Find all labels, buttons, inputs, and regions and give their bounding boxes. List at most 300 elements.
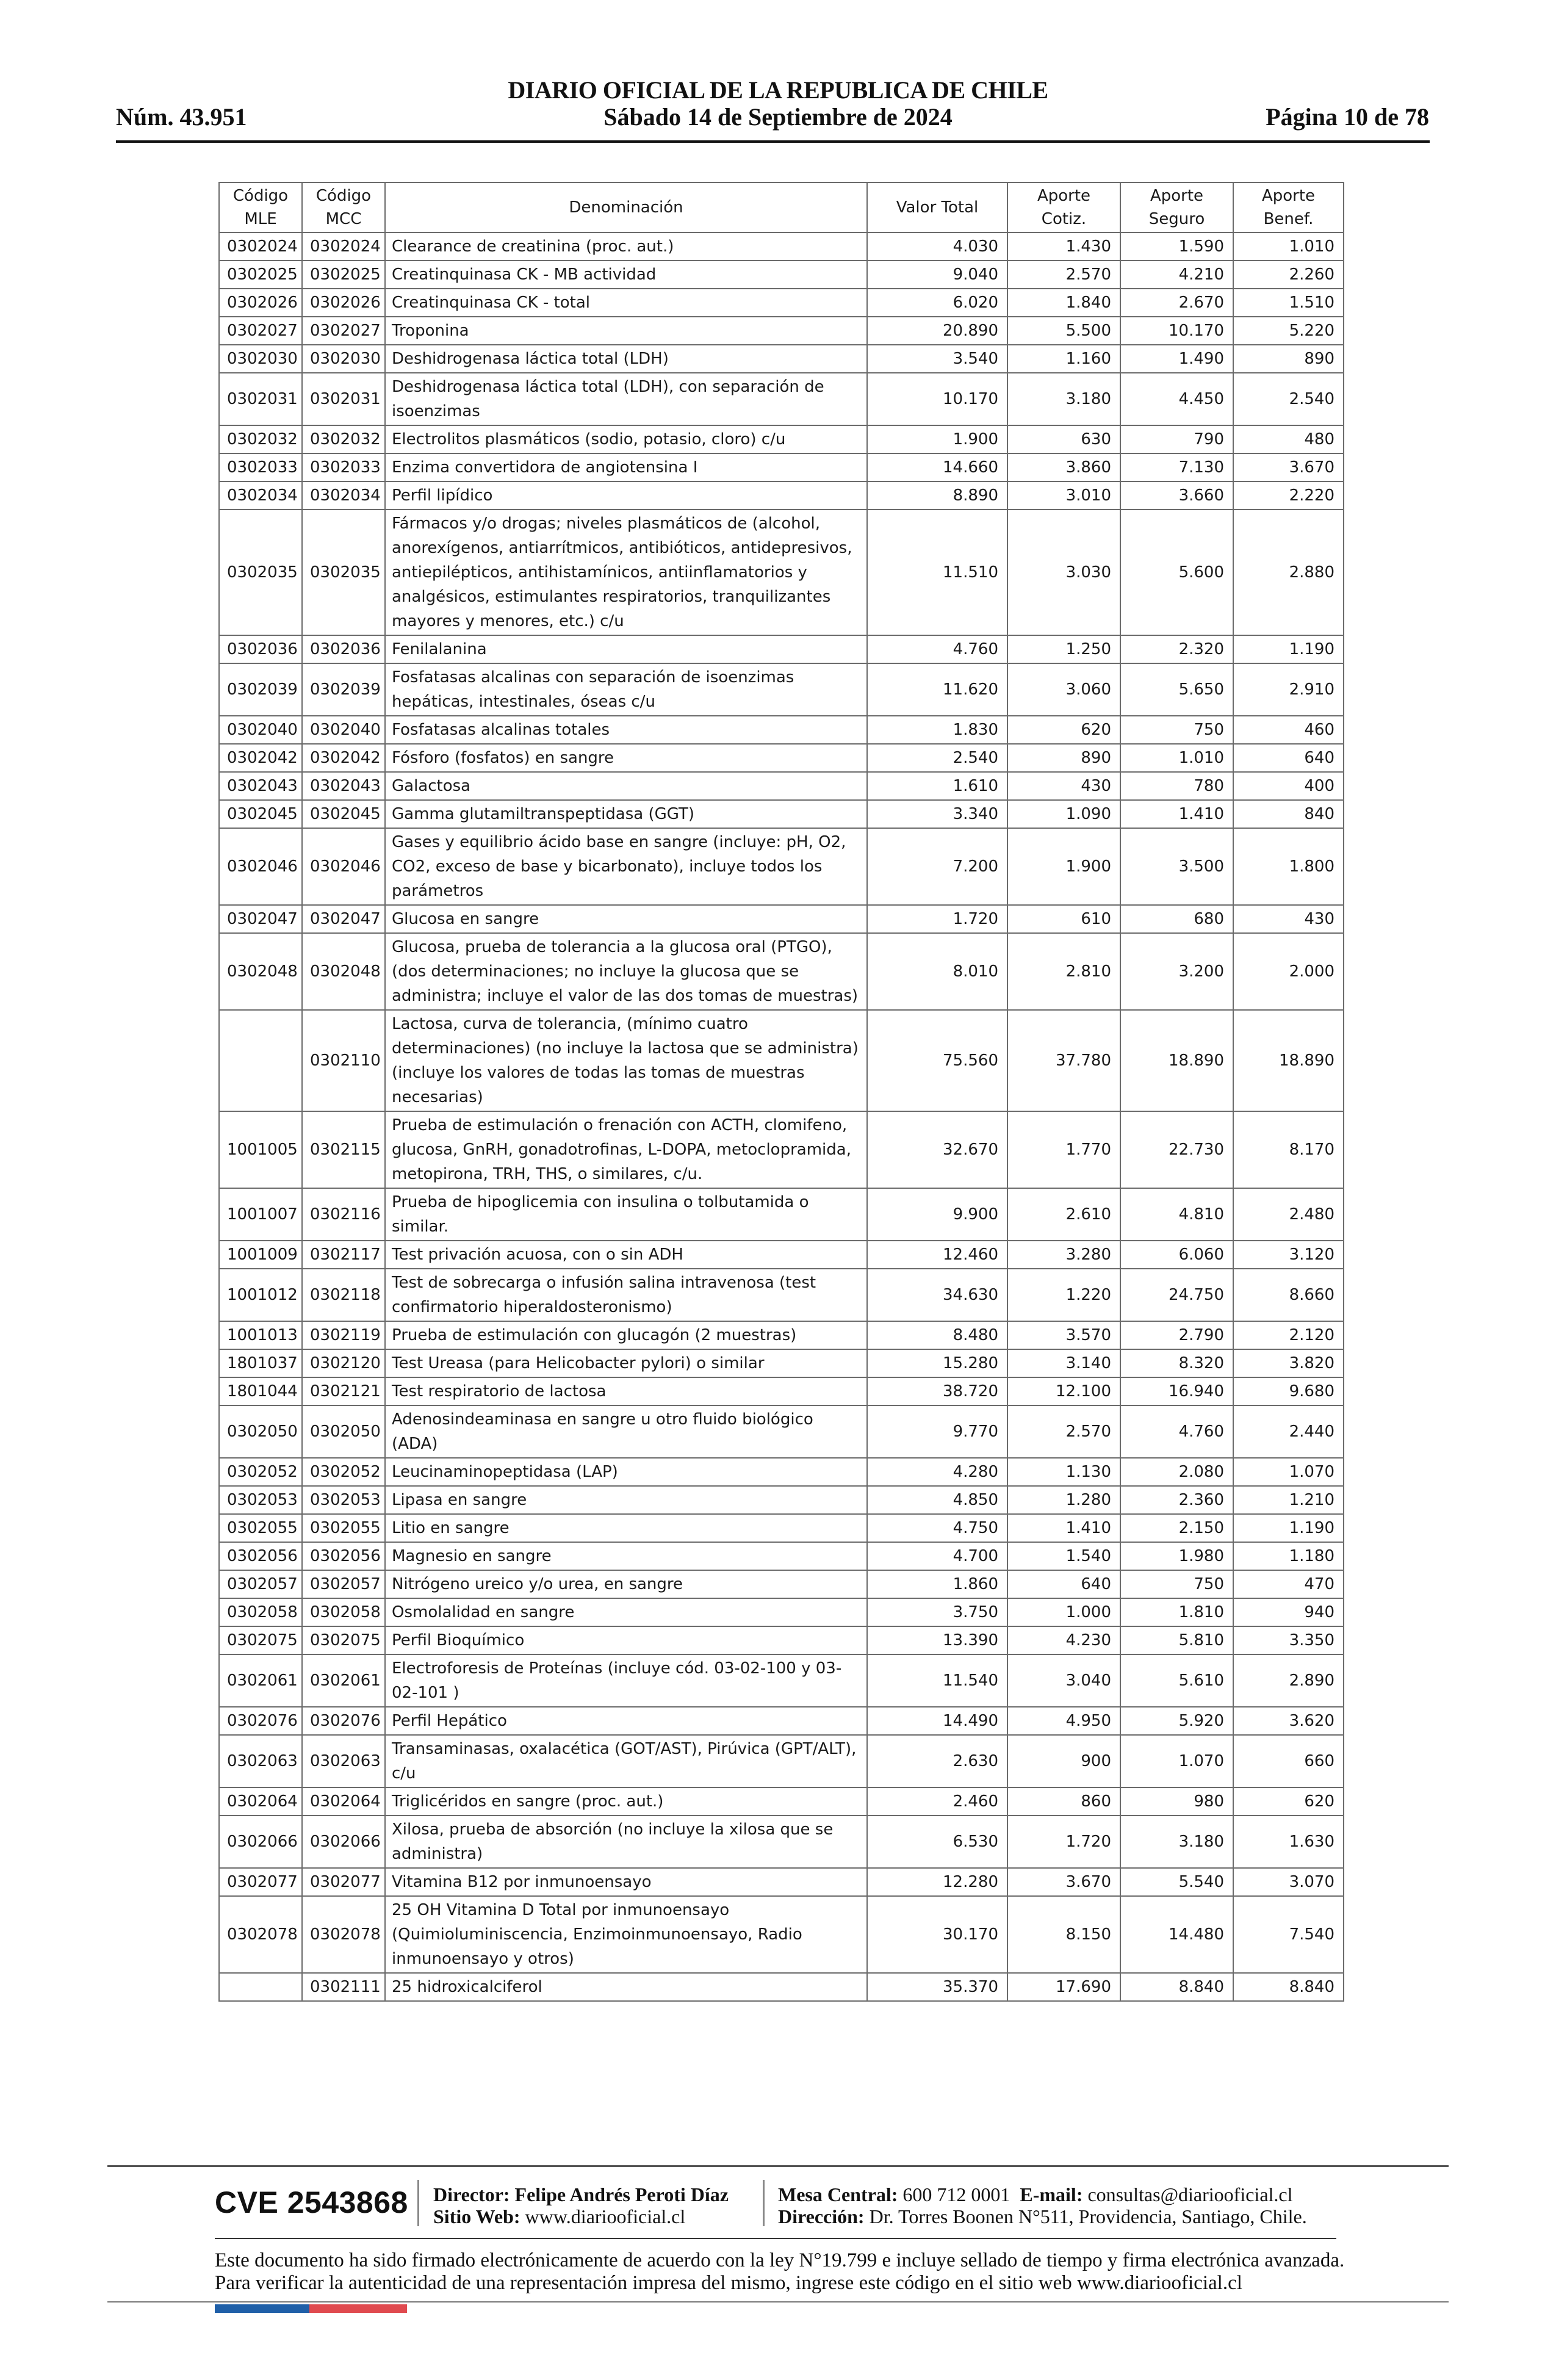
description-cell: Fármacos y/o drogas; niveles plasmáticos de (alcohol, anorexígenos, antiarrítmicos, antibióticos, antidepresivos, antiepilépticos, antihistamínicos, antiinflamatorios y analgésicos, estimulantes respiratorios, tranquilizantes mayores y menores, etc.) c/u	[385, 510, 867, 635]
code-mcc-cell: 0302027	[302, 317, 385, 345]
table-row	[219, 1241, 1344, 1269]
aporte-seguro-cell: 4.760	[1120, 1405, 1233, 1458]
table-row	[219, 1868, 1344, 1896]
aporte-seguro-cell: 750	[1120, 716, 1233, 744]
aporte-cotiz-cell: 1.430	[1007, 233, 1120, 261]
description-cell: Nitrógeno ureico y/o urea, en sangre	[385, 1570, 867, 1598]
aporte-benef-cell: 5.220	[1233, 317, 1344, 345]
aporte-seguro-cell: 5.610	[1120, 1654, 1233, 1707]
table-row	[219, 1377, 1344, 1405]
table-row	[219, 1707, 1344, 1735]
table-row	[219, 933, 1344, 1010]
code-mcc-cell: 0302120	[302, 1349, 385, 1377]
description-cell: Glucosa, prueba de tolerancia a la glucosa oral (PTGO), (dos determinaciones; no incluye la glucosa que se administra; incluye el valor de las dos tomas de muestras)	[385, 933, 867, 1010]
code-mcc-cell: 0302118	[302, 1269, 385, 1321]
code-mcc-cell: 0302115	[302, 1111, 385, 1188]
code-mle-cell: 0302032	[219, 425, 302, 453]
description-cell: Lipasa en sangre	[385, 1486, 867, 1514]
description-cell: Test de sobrecarga o infusión salina intravenosa (test confirmatorio hiperaldosteronismo)	[385, 1269, 867, 1321]
total-value-cell: 1.900	[867, 425, 1007, 453]
total-value-cell: 38.720	[867, 1377, 1007, 1405]
email-link[interactable]: consultas@diariooficial.cl	[1087, 2183, 1293, 2205]
code-mle-cell: 0302077	[219, 1868, 302, 1896]
aporte-benef-cell: 480	[1233, 425, 1344, 453]
code-mle-cell: 0302036	[219, 635, 302, 663]
total-value-cell: 6.530	[867, 1816, 1007, 1868]
aporte-cotiz-cell: 12.100	[1007, 1377, 1120, 1405]
aporte-benef-cell: 3.670	[1233, 453, 1344, 481]
code-mcc-cell: 0302046	[302, 828, 385, 905]
total-value-cell: 75.560	[867, 1010, 1007, 1111]
cve-code: CVE 2543868	[215, 2185, 408, 2220]
total-value-cell: 3.540	[867, 345, 1007, 373]
code-mcc-cell: 0302033	[302, 453, 385, 481]
phone-number: 600 712 0001	[902, 2183, 1010, 2205]
aporte-cotiz-cell: 3.570	[1007, 1321, 1120, 1349]
aporte-seguro-cell: 1.070	[1120, 1735, 1233, 1787]
description-cell: Deshidrogenasa láctica total (LDH)	[385, 345, 867, 373]
aporte-cotiz-cell: 890	[1007, 744, 1120, 772]
table-row	[219, 800, 1344, 828]
aporte-benef-cell: 660	[1233, 1735, 1344, 1787]
column-header: Valor Total	[867, 182, 1007, 233]
aporte-cotiz-cell: 1.160	[1007, 345, 1120, 373]
aporte-benef-cell: 2.880	[1233, 510, 1344, 635]
aporte-benef-cell: 9.680	[1233, 1377, 1344, 1405]
director-label: Director:	[433, 2183, 510, 2205]
code-mcc-cell: 0302056	[302, 1542, 385, 1570]
aporte-cotiz-cell: 860	[1007, 1787, 1120, 1816]
aporte-cotiz-cell: 3.860	[1007, 453, 1120, 481]
code-mcc-cell: 0302076	[302, 1707, 385, 1735]
code-mcc-cell: 0302053	[302, 1486, 385, 1514]
code-mcc-cell: 0302040	[302, 716, 385, 744]
aporte-seguro-cell: 680	[1120, 905, 1233, 933]
table-row	[219, 1269, 1344, 1321]
total-value-cell: 4.850	[867, 1486, 1007, 1514]
description-cell: Enzima convertidora de angiotensina I	[385, 453, 867, 481]
description-cell: Fosfatasas alcalinas con separación de isoenzimas hepáticas, intestinales, óseas c/u	[385, 663, 867, 716]
total-value-cell: 8.010	[867, 933, 1007, 1010]
code-mle-cell: 0302075	[219, 1626, 302, 1654]
aporte-benef-cell: 890	[1233, 345, 1344, 373]
code-mcc-cell: 0302078	[302, 1896, 385, 1973]
description-cell: Glucosa en sangre	[385, 905, 867, 933]
total-value-cell: 14.490	[867, 1707, 1007, 1735]
aporte-cotiz-cell: 1.770	[1007, 1111, 1120, 1188]
description-cell: Fenilalanina	[385, 635, 867, 663]
mesa-label: Mesa Central:	[778, 2183, 898, 2205]
table-row	[219, 905, 1344, 933]
table-row	[219, 481, 1344, 510]
aporte-benef-cell: 3.120	[1233, 1241, 1344, 1269]
director-name: Felipe Andrés Peroti Díaz	[514, 2183, 729, 2205]
description-cell: Troponina	[385, 317, 867, 345]
footer-divider-bottom	[107, 2301, 1449, 2302]
table-row	[219, 1321, 1344, 1349]
description-cell: Electroforesis de Proteínas (incluye cód. 03-02-100 y 03-02-101 )	[385, 1654, 867, 1707]
code-mcc-cell: 0302117	[302, 1241, 385, 1269]
code-mcc-cell: 0302058	[302, 1598, 385, 1626]
description-cell: Deshidrogenasa láctica total (LDH), con separación de isoenzimas	[385, 373, 867, 425]
table-row	[219, 744, 1344, 772]
total-value-cell: 3.340	[867, 800, 1007, 828]
code-mle-cell	[219, 1010, 302, 1111]
aporte-cotiz-cell: 620	[1007, 716, 1120, 744]
newspaper-title: DIARIO OFICIAL DE LA REPUBLICA DE CHILE	[508, 76, 1048, 104]
aporte-benef-cell: 18.890	[1233, 1010, 1344, 1111]
code-mcc-cell: 0302031	[302, 373, 385, 425]
code-mcc-cell: 0302047	[302, 905, 385, 933]
total-value-cell: 11.540	[867, 1654, 1007, 1707]
code-mle-cell: 0302035	[219, 510, 302, 635]
aporte-benef-cell: 400	[1233, 772, 1344, 800]
fees-table	[218, 182, 1344, 2002]
table-row	[219, 772, 1344, 800]
table-row	[219, 345, 1344, 373]
total-value-cell: 15.280	[867, 1349, 1007, 1377]
aporte-seguro-cell: 2.320	[1120, 635, 1233, 663]
aporte-cotiz-cell: 2.570	[1007, 261, 1120, 289]
code-mle-cell: 0302063	[219, 1735, 302, 1787]
aporte-benef-cell: 1.630	[1233, 1816, 1344, 1868]
code-mcc-cell: 0302064	[302, 1787, 385, 1816]
code-mle-cell: 1001005	[219, 1111, 302, 1188]
legal-notice: Este documento ha sido firmado electrónicamente de acuerdo con la ley N°19.799 e incluye sellado de tiempo y firma electrónica avanzada. Para verificar la autenticidad de una representación impresa del mismo, ingrese este código en el sitio web www.diariooficial.cl	[215, 2249, 1345, 2294]
code-mcc-cell: 0302063	[302, 1735, 385, 1787]
column-header: Código MCC	[302, 182, 385, 233]
table-row	[219, 261, 1344, 289]
aporte-cotiz-cell: 1.720	[1007, 1816, 1120, 1868]
website-link[interactable]: www.diariooficial.cl	[525, 2205, 686, 2227]
code-mcc-cell: 0302121	[302, 1377, 385, 1405]
column-header: Denominación	[385, 182, 867, 233]
aporte-cotiz-cell: 37.780	[1007, 1010, 1120, 1111]
table-row	[219, 1787, 1344, 1816]
aporte-benef-cell: 1.190	[1233, 635, 1344, 663]
table-row	[219, 1973, 1344, 2001]
code-mcc-cell: 0302057	[302, 1570, 385, 1598]
code-mle-cell: 0302033	[219, 453, 302, 481]
aporte-seguro-cell: 5.920	[1120, 1707, 1233, 1735]
total-value-cell: 2.460	[867, 1787, 1007, 1816]
aporte-seguro-cell: 3.500	[1120, 828, 1233, 905]
aporte-cotiz-cell: 430	[1007, 772, 1120, 800]
description-cell: 25 OH Vitamina D Total por inmunoensayo (Quimioluminiscencia, Enzimoinmunoensayo, Radio inmunoensayo y otros)	[385, 1896, 867, 1973]
code-mle-cell: 1801044	[219, 1377, 302, 1405]
aporte-benef-cell: 2.890	[1233, 1654, 1344, 1707]
aporte-benef-cell: 7.540	[1233, 1896, 1344, 1973]
code-mcc-cell: 0302116	[302, 1188, 385, 1241]
description-cell: Fósforo (fosfatos) en sangre	[385, 744, 867, 772]
aporte-cotiz-cell: 3.140	[1007, 1349, 1120, 1377]
code-mle-cell: 0302050	[219, 1405, 302, 1458]
flag-stripe-red	[309, 2304, 407, 2313]
aporte-seguro-cell: 3.660	[1120, 481, 1233, 510]
description-cell: Creatinquinasa CK - total	[385, 289, 867, 317]
code-mcc-cell: 0302036	[302, 635, 385, 663]
code-mcc-cell: 0302039	[302, 663, 385, 716]
aporte-seguro-cell: 780	[1120, 772, 1233, 800]
description-cell: Test Ureasa (para Helicobacter pylori) o similar	[385, 1349, 867, 1377]
code-mcc-cell: 0302055	[302, 1514, 385, 1542]
table-row	[219, 1458, 1344, 1486]
code-mcc-cell: 0302024	[302, 233, 385, 261]
total-value-cell: 9.040	[867, 261, 1007, 289]
aporte-cotiz-cell: 3.030	[1007, 510, 1120, 635]
aporte-cotiz-cell: 1.250	[1007, 635, 1120, 663]
aporte-cotiz-cell: 610	[1007, 905, 1120, 933]
code-mle-cell: 0302047	[219, 905, 302, 933]
aporte-benef-cell: 940	[1233, 1598, 1344, 1626]
total-value-cell: 32.670	[867, 1111, 1007, 1188]
aporte-seguro-cell: 22.730	[1120, 1111, 1233, 1188]
aporte-cotiz-cell: 5.500	[1007, 317, 1120, 345]
table-row	[219, 1188, 1344, 1241]
code-mle-cell: 0302040	[219, 716, 302, 744]
table-row	[219, 1486, 1344, 1514]
description-cell: Gases y equilibrio ácido base en sangre (incluye: pH, O2, CO2, exceso de base y bicarbonato), incluye todos los parámetros	[385, 828, 867, 905]
aporte-benef-cell: 2.220	[1233, 481, 1344, 510]
aporte-seguro-cell: 6.060	[1120, 1241, 1233, 1269]
aporte-cotiz-cell: 640	[1007, 1570, 1120, 1598]
description-cell: Creatinquinasa CK - MB actividad	[385, 261, 867, 289]
code-mle-cell: 0302058	[219, 1598, 302, 1626]
aporte-benef-cell: 1.800	[1233, 828, 1344, 905]
code-mle-cell: 0302076	[219, 1707, 302, 1735]
aporte-seguro-cell: 4.810	[1120, 1188, 1233, 1241]
footer-separator	[763, 2180, 765, 2226]
aporte-benef-cell: 640	[1233, 744, 1344, 772]
code-mle-cell: 1001007	[219, 1188, 302, 1241]
column-header: Aporte Cotiz.	[1007, 182, 1120, 233]
website-label: Sitio Web:	[433, 2205, 520, 2227]
aporte-cotiz-cell: 630	[1007, 425, 1120, 453]
total-value-cell: 34.630	[867, 1269, 1007, 1321]
code-mcc-cell: 0302050	[302, 1405, 385, 1458]
code-mle-cell: 1001009	[219, 1241, 302, 1269]
total-value-cell: 1.830	[867, 716, 1007, 744]
description-cell: Fosfatasas alcalinas totales	[385, 716, 867, 744]
aporte-cotiz-cell: 1.220	[1007, 1269, 1120, 1321]
aporte-cotiz-cell: 3.040	[1007, 1654, 1120, 1707]
code-mle-cell: 0302061	[219, 1654, 302, 1707]
aporte-seguro-cell: 1.410	[1120, 800, 1233, 828]
code-mle-cell: 0302053	[219, 1486, 302, 1514]
code-mle-cell: 0302043	[219, 772, 302, 800]
aporte-benef-cell: 1.210	[1233, 1486, 1344, 1514]
code-mcc-cell: 0302045	[302, 800, 385, 828]
code-mcc-cell: 0302077	[302, 1868, 385, 1896]
code-mle-cell: 0302030	[219, 345, 302, 373]
table-row	[219, 828, 1344, 905]
description-cell: Galactosa	[385, 772, 867, 800]
aporte-benef-cell: 3.820	[1233, 1349, 1344, 1377]
aporte-benef-cell: 2.000	[1233, 933, 1344, 1010]
code-mle-cell: 0302048	[219, 933, 302, 1010]
total-value-cell: 2.540	[867, 744, 1007, 772]
table-row	[219, 663, 1344, 716]
aporte-seguro-cell: 2.670	[1120, 289, 1233, 317]
code-mle-cell: 0302025	[219, 261, 302, 289]
table-row	[219, 233, 1344, 261]
description-cell: Prueba de estimulación o frenación con ACTH, clomifeno, glucosa, GnRH, gonadotrofinas, L-DOPA, metoclopramida, metopirona, TRH, THS, o similares, c/u.	[385, 1111, 867, 1188]
table-row	[219, 1598, 1344, 1626]
aporte-seguro-cell: 790	[1120, 425, 1233, 453]
aporte-benef-cell: 1.190	[1233, 1514, 1344, 1542]
flag-stripe-blue	[215, 2304, 309, 2313]
aporte-seguro-cell: 16.940	[1120, 1377, 1233, 1405]
aporte-seguro-cell: 24.750	[1120, 1269, 1233, 1321]
code-mcc-cell: 0302025	[302, 261, 385, 289]
column-header: Aporte Seguro	[1120, 182, 1233, 233]
aporte-benef-cell: 430	[1233, 905, 1344, 933]
table-row	[219, 1405, 1344, 1458]
code-mle-cell: 0302064	[219, 1787, 302, 1816]
code-mle-cell: 1001012	[219, 1269, 302, 1321]
total-value-cell: 20.890	[867, 317, 1007, 345]
code-mcc-cell: 0302052	[302, 1458, 385, 1486]
total-value-cell: 4.280	[867, 1458, 1007, 1486]
table-row	[219, 1570, 1344, 1598]
description-cell: Clearance de creatinina (proc. aut.)	[385, 233, 867, 261]
aporte-cotiz-cell: 4.230	[1007, 1626, 1120, 1654]
aporte-benef-cell: 2.540	[1233, 373, 1344, 425]
code-mle-cell: 0302027	[219, 317, 302, 345]
aporte-seguro-cell: 5.650	[1120, 663, 1233, 716]
description-cell: Osmolalidad en sangre	[385, 1598, 867, 1626]
description-cell: Litio en sangre	[385, 1514, 867, 1542]
aporte-seguro-cell: 8.840	[1120, 1973, 1233, 2001]
table-header-row	[219, 182, 1344, 233]
description-cell: Prueba de hipoglicemia con insulina o tolbutamida o similar.	[385, 1188, 867, 1241]
code-mle-cell: 0302057	[219, 1570, 302, 1598]
aporte-cotiz-cell: 2.610	[1007, 1188, 1120, 1241]
total-value-cell: 4.700	[867, 1542, 1007, 1570]
total-value-cell: 4.760	[867, 635, 1007, 663]
code-mle-cell: 0302039	[219, 663, 302, 716]
aporte-benef-cell: 1.010	[1233, 233, 1344, 261]
aporte-benef-cell: 3.620	[1233, 1707, 1344, 1735]
aporte-seguro-cell: 1.010	[1120, 744, 1233, 772]
description-cell: Lactosa, curva de tolerancia, (mínimo cuatro determinaciones) (no incluye la lactosa que se administra) (incluye los valores de todas las tomas de muestras necesarias)	[385, 1010, 867, 1111]
aporte-seguro-cell: 7.130	[1120, 453, 1233, 481]
aporte-cotiz-cell: 1.090	[1007, 800, 1120, 828]
code-mcc-cell: 0302110	[302, 1010, 385, 1111]
total-value-cell: 14.660	[867, 453, 1007, 481]
code-mcc-cell: 0302048	[302, 933, 385, 1010]
code-mle-cell: 0302042	[219, 744, 302, 772]
table-row	[219, 1816, 1344, 1868]
table-row	[219, 635, 1344, 663]
code-mle-cell: 0302031	[219, 373, 302, 425]
description-cell: Xilosa, prueba de absorción (no incluye la xilosa que se administra)	[385, 1816, 867, 1868]
code-mcc-cell: 0302034	[302, 481, 385, 510]
aporte-seguro-cell: 10.170	[1120, 317, 1233, 345]
code-mcc-cell: 0302075	[302, 1626, 385, 1654]
aporte-cotiz-cell: 3.060	[1007, 663, 1120, 716]
aporte-benef-cell: 1.180	[1233, 1542, 1344, 1570]
table-row	[219, 1654, 1344, 1707]
code-mcc-cell: 0302119	[302, 1321, 385, 1349]
aporte-benef-cell: 2.440	[1233, 1405, 1344, 1458]
aporte-seguro-cell: 4.450	[1120, 373, 1233, 425]
code-mcc-cell: 0302026	[302, 289, 385, 317]
column-header: Aporte Benef.	[1233, 182, 1344, 233]
email-label: E-mail:	[1020, 2183, 1083, 2205]
aporte-seguro-cell: 750	[1120, 1570, 1233, 1598]
table-row	[219, 1896, 1344, 1973]
aporte-benef-cell: 2.260	[1233, 261, 1344, 289]
table-row	[219, 510, 1344, 635]
aporte-seguro-cell: 5.810	[1120, 1626, 1233, 1654]
total-value-cell: 1.720	[867, 905, 1007, 933]
aporte-cotiz-cell: 1.540	[1007, 1542, 1120, 1570]
footer-separator	[417, 2180, 419, 2226]
total-value-cell: 9.900	[867, 1188, 1007, 1241]
code-mle-cell: 0302034	[219, 481, 302, 510]
table-row	[219, 1542, 1344, 1570]
aporte-seguro-cell: 980	[1120, 1787, 1233, 1816]
table-body	[219, 233, 1344, 2001]
footer-divider-top	[107, 2165, 1449, 2167]
aporte-cotiz-cell: 3.280	[1007, 1241, 1120, 1269]
aporte-cotiz-cell: 2.810	[1007, 933, 1120, 1010]
total-value-cell: 30.170	[867, 1896, 1007, 1973]
code-mle-cell	[219, 1973, 302, 2001]
aporte-cotiz-cell: 4.950	[1007, 1707, 1120, 1735]
aporte-seguro-cell: 5.600	[1120, 510, 1233, 635]
aporte-seguro-cell: 1.980	[1120, 1542, 1233, 1570]
page-indicator: Página 10 de 78	[1266, 103, 1429, 131]
aporte-cotiz-cell: 8.150	[1007, 1896, 1120, 1973]
table-row	[219, 373, 1344, 425]
aporte-cotiz-cell: 1.840	[1007, 289, 1120, 317]
aporte-seguro-cell: 2.360	[1120, 1486, 1233, 1514]
description-cell: Perfil Hepático	[385, 1707, 867, 1735]
table-row	[219, 1514, 1344, 1542]
description-cell: Vitamina B12 por inmunoensayo	[385, 1868, 867, 1896]
aporte-cotiz-cell: 17.690	[1007, 1973, 1120, 2001]
aporte-benef-cell: 8.170	[1233, 1111, 1344, 1188]
aporte-benef-cell: 8.840	[1233, 1973, 1344, 2001]
aporte-cotiz-cell: 1.410	[1007, 1514, 1120, 1542]
header-divider	[116, 140, 1430, 143]
total-value-cell: 13.390	[867, 1626, 1007, 1654]
total-value-cell: 11.510	[867, 510, 1007, 635]
description-cell: Prueba de estimulación con glucagón (2 muestras)	[385, 1321, 867, 1349]
code-mcc-cell: 0302111	[302, 1973, 385, 2001]
code-mle-cell: 0302026	[219, 289, 302, 317]
code-mle-cell: 0302045	[219, 800, 302, 828]
total-value-cell: 4.030	[867, 233, 1007, 261]
total-value-cell: 10.170	[867, 373, 1007, 425]
description-cell: Perfil lipídico	[385, 481, 867, 510]
aporte-cotiz-cell: 1.900	[1007, 828, 1120, 905]
aporte-cotiz-cell: 1.280	[1007, 1486, 1120, 1514]
description-cell: Test privación acuosa, con o sin ADH	[385, 1241, 867, 1269]
aporte-benef-cell: 1.070	[1233, 1458, 1344, 1486]
aporte-benef-cell: 620	[1233, 1787, 1344, 1816]
description-cell: Test respiratorio de lactosa	[385, 1377, 867, 1405]
code-mcc-cell: 0302066	[302, 1816, 385, 1868]
issue-number: Núm. 43.951	[116, 103, 247, 131]
total-value-cell: 11.620	[867, 663, 1007, 716]
aporte-cotiz-cell: 1.000	[1007, 1598, 1120, 1626]
table-row	[219, 289, 1344, 317]
aporte-benef-cell: 840	[1233, 800, 1344, 828]
table-row	[219, 716, 1344, 744]
